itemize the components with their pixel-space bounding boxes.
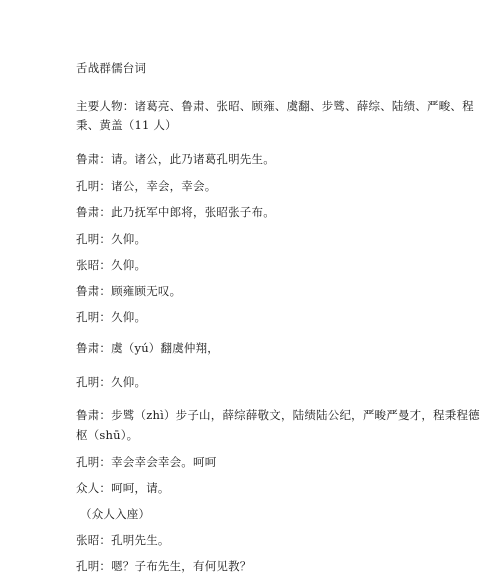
characters-line-2: 秉、黄盖（11 人） — [76, 118, 177, 132]
dialogue-line: 众人：呵呵，请。 — [76, 481, 170, 495]
document-title: 舌战群儒台词 — [76, 61, 147, 75]
dialogue-line: 鲁肃：请。诸公，此乃诸葛孔明先生。 — [76, 152, 275, 166]
dialogue-line: 孔明：久仰。 — [76, 232, 147, 246]
dialogue-line: 孔明：久仰。 — [76, 375, 147, 389]
dialogue-line: 孔明：久仰。 — [76, 310, 147, 324]
dialogue-line: 孔明：幸会幸会幸会。呵呵 — [76, 455, 217, 469]
dialogue-line: 鲁肃：虞（yú）翻虞仲翔， — [76, 341, 220, 355]
stage-direction: （众人入座） — [80, 507, 151, 521]
characters-line-1: 主要人物：诸葛亮、鲁肃、张昭、顾雍、虞翻、步骘、薛综、陆绩、严畯、程 — [76, 99, 474, 113]
dialogue-line: 孔明：诸公，幸会，幸会。 — [76, 179, 217, 193]
dialogue-line: 孔明：嗯？子布先生，有何见教？ — [76, 559, 252, 573]
dialogue-line: 鲁肃：顾雍顾无叹。 — [76, 284, 182, 298]
dialogue-line: 鲁肃：步骘（zhì）步子山，薛综薛敬文，陆绩陆公纪，严畯严曼才，程秉程德 — [76, 408, 480, 422]
dialogue-line: 张昭：孔明先生。 — [76, 533, 170, 547]
dialogue-line: 枢（shū）。 — [76, 428, 139, 442]
dialogue-line: 张昭：久仰。 — [76, 258, 147, 272]
dialogue-line: 鲁肃：此乃抚军中郎将，张昭张子布。 — [76, 205, 275, 219]
